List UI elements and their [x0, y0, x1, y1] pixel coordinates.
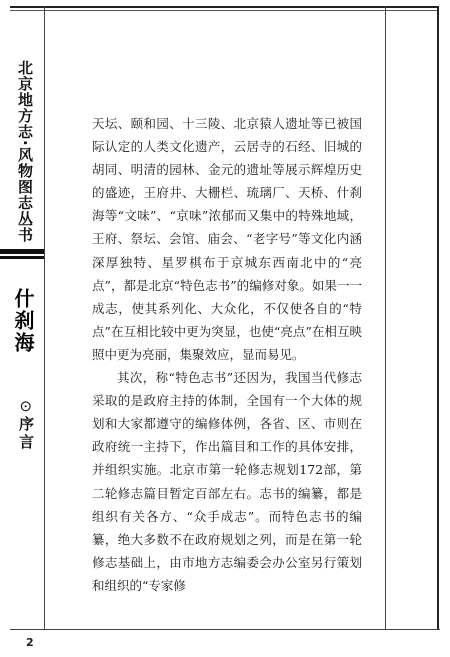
page-frame-top-line: [10, 6, 438, 8]
page-number: 2: [26, 636, 34, 649]
page-frame-right-line: [437, 6, 439, 630]
sidebar-divider-bar: [0, 249, 44, 254]
series-title: 北京地方志·风物图志丛书: [16, 60, 34, 243]
text-column-right-line: [385, 6, 386, 630]
paragraph: 其次，称“特色志书”还因为，我国当代修志采取的是政府主持的体制，全国有一个大体的规划和大家都遵守的编修体例，各省、区、市则在政府统一主持下，作出篇目和工作的具体安排，并组织实施。北京市第一轮修志规划172部，第二轮修志篇目暂定百部左右。志书的编纂，都是组织有关各方、“众手成志”。而特色志书的编纂，绝大多数不在政府规划之列，而是在第一轮修志基础上，由市地方志编委会办公室另行策划和组织的“专家修: [92, 370, 362, 593]
sidebar-divider-line: [44, 6, 45, 630]
sidebar-divider-bar-secondary: [0, 256, 44, 259]
book-title: 什刹海: [11, 288, 35, 354]
section-marker-icon: ⊙: [17, 400, 35, 416]
paragraph: 天坛、颐和园、十三陵、北京猿人遗址等已被国际认定的人类文化遗产，云居寺的石经、旧城的胡同、明清的园林、金元的遗址等展示辉煌历史的盛迹，王府井、大栅栏、琉璃厂、天桥、什刹海等“文味”、“京味”浓郁而又集中的特殊地域，王府、祭坛、会馆、庙会、“老字号”等文化内涵深厚独特、星罗棋布于京城东西南北中的“亮点”，都是北京“特色志书”的编修对象。如果一一成志，使其系列化、大众化，不仅使各自的“特点”在互相比较中更为突显，也使“亮点”在相互映照中更为亮丽，集聚效应，显而易见。: [92, 116, 362, 362]
main-text-column: [92, 112, 362, 597]
page-frame-top-inner-line: [10, 10, 438, 11]
page-frame-bottom-line: [10, 629, 440, 630]
section-heading: [13, 400, 37, 452]
section-title: 序言: [17, 415, 35, 452]
